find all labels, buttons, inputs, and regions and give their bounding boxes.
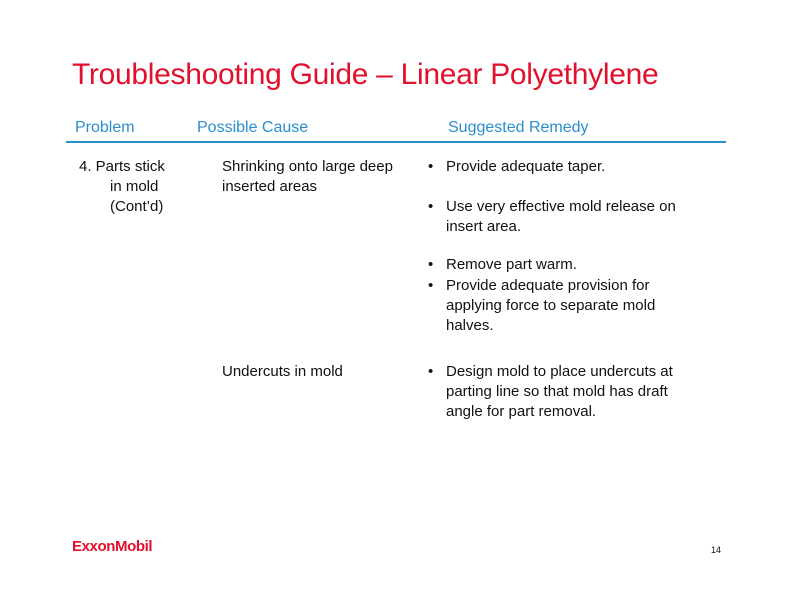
header-suggested-remedy: Suggested Remedy [448, 119, 589, 136]
header-divider [66, 141, 726, 143]
remedy-line: angle for part removal. [446, 403, 597, 420]
remedy-line: Provide adequate taper. [446, 158, 606, 175]
bullet-icon: • [428, 363, 434, 380]
bullet-icon: • [428, 198, 434, 215]
cause-line: inserted areas [222, 178, 318, 195]
cause-line: Undercuts in mold [222, 363, 343, 380]
page-title: Troubleshooting Guide – Linear Polyethylene [72, 58, 659, 91]
header-problem: Problem [75, 119, 135, 136]
remedy-line: insert area. [446, 218, 522, 235]
problem-line: in mold [110, 178, 159, 195]
problem-line: (Cont’d) [110, 198, 164, 215]
remedy-line: applying force to separate mold [446, 297, 656, 314]
remedy-line: Design mold to place undercuts at [446, 363, 673, 380]
remedy-line: Remove part warm. [446, 256, 577, 273]
page-number: 14 [711, 545, 722, 555]
problem-line: 4. Parts stick [79, 158, 165, 175]
remedy-line: halves. [446, 317, 494, 334]
remedy-line: parting line so that mold has draft [446, 383, 668, 400]
remedy-line: Provide adequate provision for [446, 277, 650, 294]
bullet-icon: • [428, 256, 434, 273]
bullet-icon: • [428, 158, 434, 175]
header-possible-cause: Possible Cause [197, 119, 309, 136]
exxonmobil-logo: ExxonMobil [72, 538, 153, 555]
cause-line: Shrinking onto large deep [222, 158, 393, 175]
remedy-line: Use very effective mold release on [446, 198, 676, 215]
bullet-icon: • [428, 277, 434, 294]
